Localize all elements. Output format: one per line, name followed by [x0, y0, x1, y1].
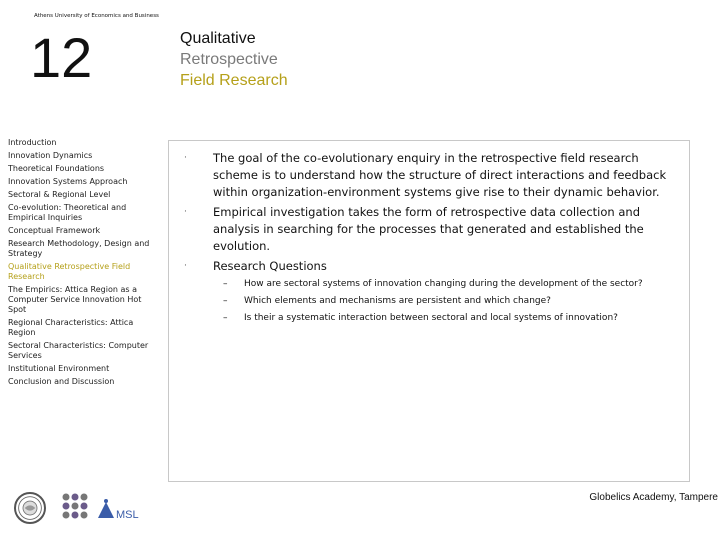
agenda-nav [8, 138, 158, 390]
dots-logo-icon [60, 492, 90, 524]
bullet-dot-icon: · [184, 153, 187, 163]
footer-text: Globelics Academy, Tampere [589, 492, 718, 503]
bullet-text: Empirical investigation takes the form of retrospective data collection and analysis in searching for the processes that generated and established the evolution. [213, 205, 644, 253]
bullet-item [180, 204, 680, 255]
nav-item-conceptual-framework[interactable]: Conceptual Framework [8, 226, 101, 235]
nav-item-sectoral-regional-level[interactable]: Sectoral & Regional Level [8, 190, 111, 199]
bullet-text: Research Questions [213, 259, 327, 273]
nav-item-qualitative-research[interactable]: Qualitative Retrospective Field Research [8, 262, 131, 281]
sub-item-text: How are sectoral systems of innovation changing during the development of the sector? [244, 279, 643, 289]
bullet-dot-icon: · [184, 261, 187, 271]
dash-icon: – [223, 279, 228, 289]
dash-icon: – [223, 296, 228, 306]
sub-item-text: Is their a systematic interaction between sectoral and local systems of innovation? [244, 313, 618, 323]
sub-item [213, 311, 680, 326]
msl-logo-icon [96, 498, 146, 522]
nav-item-conclusion[interactable]: Conclusion and Discussion [8, 377, 115, 386]
content-bullets [180, 150, 680, 329]
bullet-item [180, 150, 680, 201]
msl-logo-text: MSL [116, 509, 139, 521]
sub-item [213, 277, 680, 292]
sub-item-text: Which elements and mechanisms are persistent and which change? [244, 296, 551, 306]
aueb-seal-icon [14, 492, 46, 524]
nav-item-regional-characteristics[interactable]: Regional Characteristics: Attica Region [8, 318, 134, 337]
institution-name: Athens University of Economics and Business [34, 13, 159, 19]
nav-item-sectoral-characteristics[interactable]: Sectoral Characteristics: Computer Services [8, 341, 149, 360]
dash-icon: – [223, 313, 228, 323]
nav-item-institutional-environment[interactable]: Institutional Environment [8, 364, 110, 373]
bullet-dot-icon: · [184, 207, 187, 217]
slide-title [180, 28, 288, 91]
slide-number: 12 [30, 26, 93, 89]
nav-item-theoretical-foundations[interactable]: Theoretical Foundations [8, 164, 105, 173]
nav-item-empirics-attica[interactable]: The Empirics: Attica Region as a Computer Service Innovation Hot Spot [8, 285, 142, 314]
research-questions-list [213, 277, 680, 326]
sub-item [213, 294, 680, 309]
bullet-text: The goal of the co-evolutionary enquiry in the retrospective field research scheme is to understand how the structure of direct interactions and feedback within organization-environment systems give rise to their dynamic behavior. [213, 151, 667, 199]
nav-item-research-methodology[interactable]: Research Methodology, Design and Strategy [8, 239, 150, 258]
nav-item-co-evolution[interactable]: Co-evolution: Theoretical and Empirical Inquiries [8, 203, 127, 222]
bullet-item [180, 258, 680, 326]
title-line-1: Qualitative [180, 30, 256, 47]
nav-item-innovation-systems-approach[interactable]: Innovation Systems Approach [8, 177, 128, 186]
title-line-3: Field Research [180, 72, 288, 89]
nav-item-innovation-dynamics[interactable]: Innovation Dynamics [8, 151, 93, 160]
title-line-2: Retrospective [180, 51, 278, 68]
nav-item-introduction[interactable]: Introduction [8, 138, 57, 147]
